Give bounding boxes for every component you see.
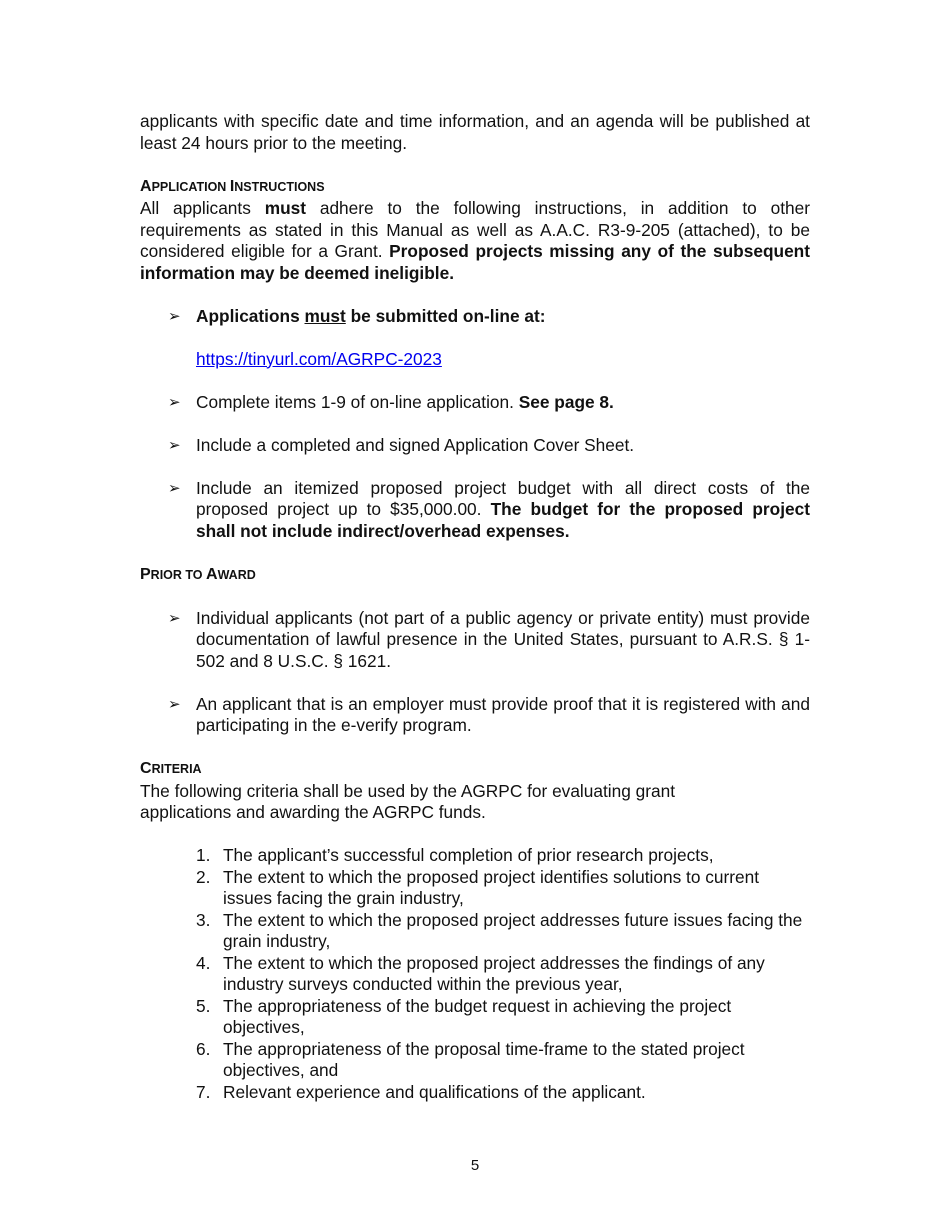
list-item: 2. The extent to which the proposed project identifies solutions to current issues facing the grain industry, [196,866,760,908]
document-page [140,111,810,1103]
list-item: ➢ An applicant that is an employer must provide proof that it is registered with and participating in the e-verify program. [168,693,810,735]
arrow-bullet-icon: ➢ [168,307,181,325]
prior-to-award-list [140,608,810,737]
intro-paragraph: applicants with specific date and time information, and an agenda will be published at least 24 hours prior to the meeting. [140,111,810,153]
arrow-bullet-icon: ➢ [168,695,181,713]
list-item: ➢ Complete items 1-9 of on-line application. See page 8. [168,391,614,412]
application-instructions-paragraph: All applicants must adhere to the following instructions, in addition to other requirements as stated in this Manual as well as A.A.C. R3-9-205 (attached), to be considered eligible for a Grant. Proposed projects missing any of the subsequent information may be deemed ineligible. [140,198,810,283]
list-item: 5. The appropriateness of the budget request in achieving the project objectives, [196,995,732,1037]
list-item: ➢ Include an itemized proposed project budget with all direct costs of the proposed project up to $35,000.00. The budget for the proposed project shall not include indirect/overhead expenses. [168,477,810,541]
arrow-bullet-icon: ➢ [168,436,181,454]
list-item: 6. The appropriateness of the proposal time-frame to the stated project objectives, and [196,1038,745,1080]
prior-to-award-heading: PRIOR TO AWARD [140,565,256,583]
list-item: ➢ Applications must be submitted on-line at: https://tinyurl.com/AGRPC-2023 [168,305,546,369]
application-url-link[interactable]: https://tinyurl.com/AGRPC-2023 [196,348,442,369]
arrow-bullet-icon: ➢ [168,609,181,627]
criteria-intro: The following criteria shall be used by the AGRPC for evaluating grant applications and awarding the AGRPC funds. [140,780,676,822]
arrow-bullet-icon: ➢ [168,393,181,411]
list-item: ➢ Individual applicants (not part of a public agency or private entity) must provide documentation of lawful presence in the United States, pursuant to A.R.S. § 1-502 and 8 U.S.C. § 1621. [168,607,810,671]
list-item: 4. The extent to which the proposed project addresses the findings of any industry surveys conducted within the previous year, [196,952,765,994]
page-number: 5 [470,1157,480,1174]
list-item: ➢ Include a completed and signed Application Cover Sheet. [168,434,635,455]
application-instructions-heading: APPLICATION INSTRUCTIONS [140,177,325,195]
list-item: 1. The applicant’s successful completion of prior research projects, [196,845,714,865]
list-item: 3. The extent to which the proposed project addresses future issues facing the grain industry, [196,909,803,951]
application-instructions-list [140,306,810,543]
criteria-heading: CRITERIA [140,760,202,777]
arrow-bullet-icon: ➢ [168,479,181,497]
criteria-list [140,845,810,1103]
list-item: 7. Relevant experience and qualifications of the applicant. [196,1081,646,1102]
